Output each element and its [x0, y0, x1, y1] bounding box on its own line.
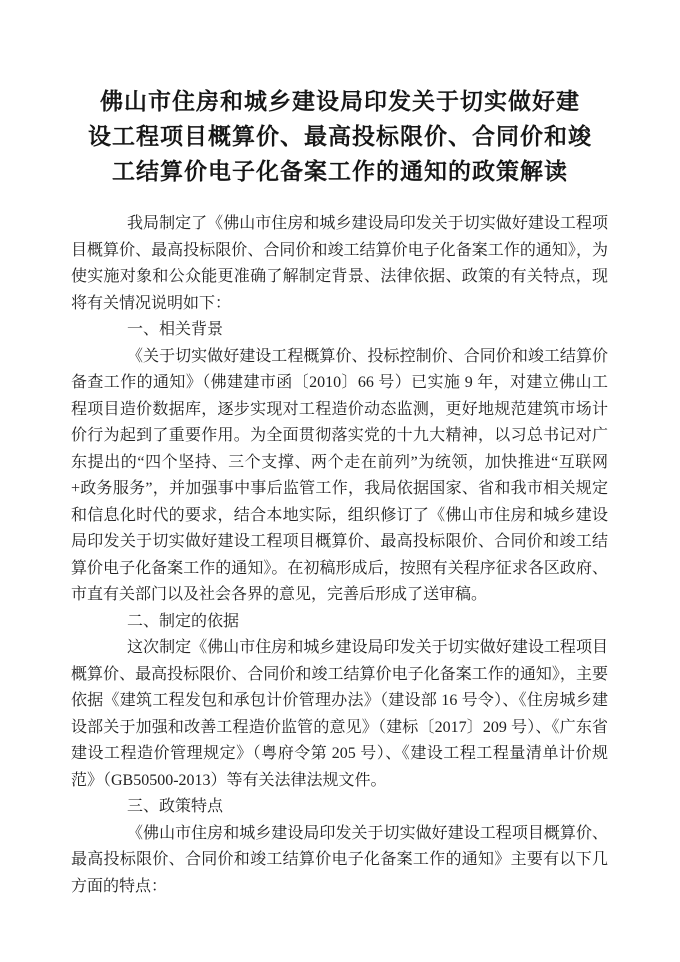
- document-body: [71, 211, 608, 900]
- intro-paragraph: 我局制定了《佛山市住房和城乡建设局印发关于切实做好建设工程项目概算价、最高投标限价、合同价和竣工结算价电子化备案工作的通知》，为使实施对象和公众能更准确了解制定背景、法律依据、政策的有关特点，现将有关情况说明如下：: [71, 215, 608, 312]
- title-line-3: 工结算价电子化备案工作的通知的政策解读: [112, 159, 568, 184]
- section-heading-1: 一、相关背景: [127, 321, 224, 338]
- section-body-2: 这次制定《佛山市住房和城乡建设局印发关于切实做好建设工程项目概算价、最高投标限价、合同价和竣工结算价电子化备案工作的通知》，主要依据《建筑工程发包和承包计价管理办法》（建设部 16 号令）、《住房城乡建设部关于加强和改善工程造价监管的意见》（建标〔2017〕209 号）、《广东省建设工程造价管理规定》（粤府令第 205 号）、《建设工程工程量清单计价规范》（GB50500-2013）等有关法律法规文件。: [71, 639, 608, 789]
- title-line-2: 设工程项目概算价、最高投标限价、合同价和竣: [88, 124, 592, 149]
- document-title: [48, 84, 632, 189]
- section-body-1: 《关于切实做好建设工程概算价、投标控制价、合同价和竣工结算价备查工作的通知》（佛建建市函〔2010〕66 号）已实施 9 年，对建立佛山工程项目造价数据库，逐步实现对工程造价动态监测，更好地规范建筑市场计价行为起到了重要作用。为全面贯彻落实党的十九大精神，以习总书记对广东提出的“四个坚持、三个支撑、两个走在前列”为统领，加快推进“互联网+政务服务”，并加强事中事后监管工作，我局依据国家、省和我市相关规定和信息化时代的要求，结合本地实际，组织修订了《佛山市住房和城乡建设局印发关于切实做好建设工程项目概算价、最高投标限价、合同价和竣工结算价电子化备案工作的通知》。在初稿形成后，按照有关程序征求各区政府、市直有关部门以及社会各界的意见，完善后形成了送审稿。: [71, 347, 608, 603]
- section-heading-3: 三、政策特点: [127, 798, 224, 815]
- section-heading-2: 二、制定的依据: [127, 612, 240, 630]
- title-line-1: 佛山市住房和城乡建设局印发关于切实做好建: [100, 89, 580, 114]
- section-body-3: 《佛山市住房和城乡建设局印发关于切实做好建设工程项目概算价、最高投标限价、合同价和竣工结算价电子化备案工作的通知》主要有以下几方面的特点：: [71, 824, 608, 895]
